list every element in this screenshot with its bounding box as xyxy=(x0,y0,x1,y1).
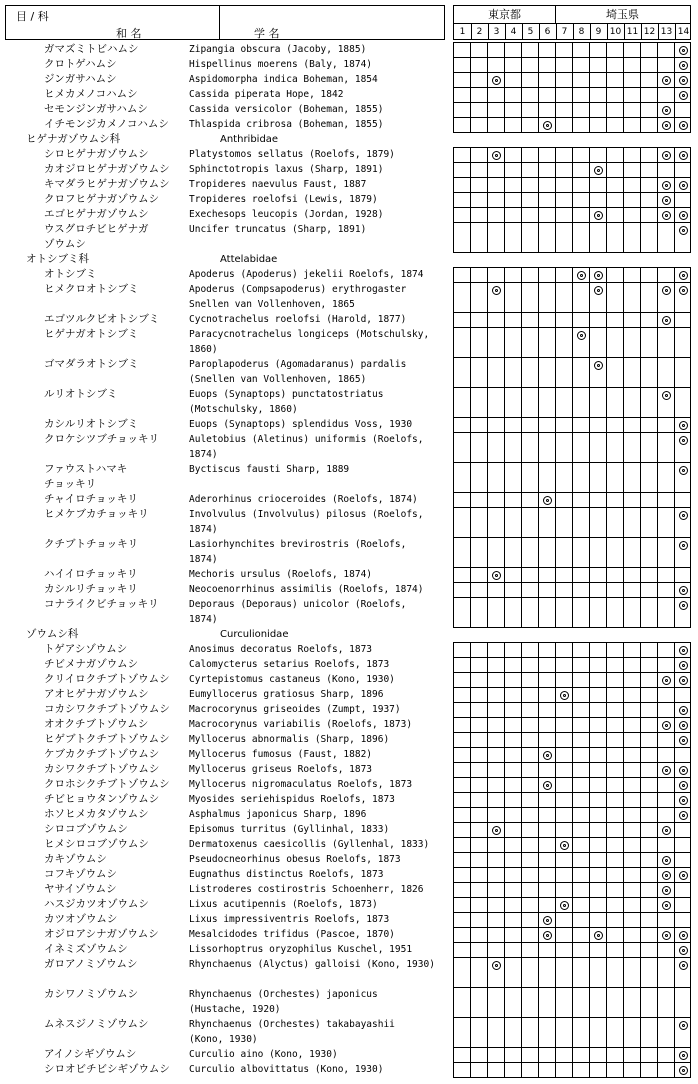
species-name-sci: Anosimus decoratus Roelofs, 1873 xyxy=(189,644,373,655)
species-name-sci-cont: 1874) xyxy=(189,614,218,625)
site-number: 14 xyxy=(677,27,690,37)
species-row xyxy=(0,222,698,252)
grid-cell xyxy=(572,268,589,283)
species-name-ja: ヒメクロオトシブミ xyxy=(44,283,139,295)
species-row xyxy=(0,852,698,867)
grid-cell xyxy=(623,148,640,163)
occurrence-mark-icon xyxy=(679,46,688,55)
species-name-ja-cont: ゾウムシ xyxy=(44,238,86,250)
species-name-sci: Exechesops leucopis (Jordan, 1928) xyxy=(189,209,384,220)
grid-cell xyxy=(487,43,504,58)
species-name-ja: チビヒョウタンゾウムシ xyxy=(44,793,160,805)
species-row xyxy=(0,657,698,672)
species-name-sci: Cassida piperata Hope, 1842 xyxy=(189,89,344,100)
site-number: 3 xyxy=(493,27,500,37)
species-name-sci: Episomus turritus (Gyllinhal, 1833) xyxy=(189,824,390,835)
species-name-ja: カツオゾウムシ xyxy=(44,913,118,925)
species-row xyxy=(0,777,698,792)
grid-cell xyxy=(470,43,487,58)
species-name-sci: Involvulus (Involvulus) pilosus (Roelofs, xyxy=(189,509,424,520)
species-name-ja: コカシワクチブトゾウムシ xyxy=(44,703,170,715)
scientific-name-label: 学 名 xyxy=(254,27,280,40)
species-row xyxy=(0,957,698,987)
species-name-ja-cont: チョッキリ xyxy=(44,478,97,490)
column-divider xyxy=(573,24,574,40)
species-name-ja: チャイロチョッキリ xyxy=(44,493,138,505)
species-name-sci: Aderorhinus crioceroides (Roelofs, 1874) xyxy=(189,494,418,505)
species-name-ja: ルリオトシブミ xyxy=(44,388,118,400)
species-name-ja: コフキゾウムシ xyxy=(44,868,117,880)
species-row xyxy=(0,87,698,102)
species-name-sci: Myllocerus nigromaculatus Roelofs, 1873 xyxy=(189,779,413,790)
species-row xyxy=(0,102,698,117)
species-name-ja: ヒゲブトクチブトゾウムシ xyxy=(44,733,170,745)
japanese-name-label: 和 名 xyxy=(116,27,142,40)
species-name-sci: Auletobius (Aletinus) uniformis (Roelofs, xyxy=(189,434,424,445)
grid-cell xyxy=(538,643,555,658)
species-name-sci: Apoderus (Apoderus) jekelii Roelofs, 1874 xyxy=(189,269,424,280)
grid-cell xyxy=(470,643,487,658)
species-row xyxy=(0,687,698,702)
order-family-label: 目 / 科 xyxy=(16,10,49,23)
family-name-sci: Attelabidae xyxy=(220,254,278,265)
species-name-ja: エゴツルクビオトシブミ xyxy=(44,313,160,325)
grid-cell xyxy=(555,268,572,283)
grid-cell xyxy=(674,268,691,283)
species-name-sci: Tropideres naevulus Faust, 1887 xyxy=(189,179,367,190)
species-name-sci: Curculio aino (Kono, 1930) xyxy=(189,1049,338,1060)
species-name-sci: Eumyllocerus gratiosus Sharp, 1896 xyxy=(189,689,384,700)
species-row xyxy=(0,867,698,882)
column-divider xyxy=(590,24,591,40)
species-row xyxy=(0,1062,698,1077)
species-row xyxy=(0,912,698,927)
occurrence-mark-icon xyxy=(679,271,688,280)
species-row xyxy=(0,582,698,597)
species-name-sci: Platystomos sellatus (Roelofs, 1879) xyxy=(189,149,395,160)
site-number: 2 xyxy=(476,27,483,37)
species-name-sci-cont: (Kono, 1930) xyxy=(189,1034,258,1045)
species-name-sci: Cassida versicolor (Boheman, 1855) xyxy=(189,104,384,115)
grid-cell xyxy=(674,643,691,658)
species-name-ja: ヒゲナガオトシブミ xyxy=(44,328,139,340)
species-row xyxy=(0,897,698,912)
species-name-ja: ケブカクチブトゾウムシ xyxy=(44,748,160,760)
species-row xyxy=(0,747,698,762)
grid-cell xyxy=(589,643,606,658)
species-name-ja: ガロアノミゾウムシ xyxy=(44,958,138,970)
species-name-sci: Curculio albovittatus (Kono, 1930) xyxy=(189,1064,384,1075)
grid-cell xyxy=(674,148,691,163)
grid-cell xyxy=(555,148,572,163)
species-name-sci: Myosides seriehispidus Roelofs, 1873 xyxy=(189,794,395,805)
grid-cell xyxy=(623,43,640,58)
species-row xyxy=(0,807,698,822)
grid-cell xyxy=(504,268,521,283)
species-name-sci: Myllocerus abnormalis (Sharp, 1896) xyxy=(189,734,390,745)
species-row xyxy=(0,177,698,192)
species-name-sci: Lixus impressiventris Roelofs, 1873 xyxy=(189,914,390,925)
species-name-ja: カキゾウムシ xyxy=(44,853,107,865)
species-row xyxy=(0,357,698,387)
family-row xyxy=(0,627,698,642)
species-row xyxy=(0,567,698,582)
species-name-sci: Rhynchaenus (Orchestes) takabayashii xyxy=(189,1019,395,1030)
species-row xyxy=(0,417,698,432)
grid-cell xyxy=(657,148,674,163)
grid-cell xyxy=(453,268,470,283)
family-row xyxy=(0,132,698,147)
species-row xyxy=(0,162,698,177)
grid-cell xyxy=(606,148,623,163)
grid-cell xyxy=(470,268,487,283)
species-name-sci: Macrocorynus griseoides (Zumpt, 1937) xyxy=(189,704,401,715)
species-name-sci: Myllocerus fumosus (Faust, 1882) xyxy=(189,749,373,760)
grid-cell xyxy=(572,43,589,58)
species-row xyxy=(0,507,698,537)
site-number: 13 xyxy=(660,27,673,37)
species-name-sci: Deporaus (Deporaus) unicolor (Roelofs, xyxy=(189,599,407,610)
species-name-sci-cont: 1860) xyxy=(189,344,218,355)
grid-cell xyxy=(504,43,521,58)
species-row xyxy=(0,732,698,747)
species-name-sci-cont: 1874) xyxy=(189,449,218,460)
species-name-ja: ヤサイゾウムシ xyxy=(44,883,117,895)
family-name-ja: ヒゲナガゾウムシ科 xyxy=(26,133,121,145)
species-name-ja: ヒメカメノコハムシ xyxy=(44,88,138,100)
species-row xyxy=(0,717,698,732)
prefecture-tokyo: 東京都 xyxy=(488,8,521,21)
grid-cell xyxy=(521,268,538,283)
species-row xyxy=(0,837,698,852)
grid-cell xyxy=(623,268,640,283)
species-name-sci: Uncifer truncatus (Sharp, 1891) xyxy=(189,224,367,235)
species-row xyxy=(0,387,698,417)
site-number-row xyxy=(454,23,690,40)
grid-cell xyxy=(589,43,606,58)
species-name-sci: Asphalmus japonicus Sharp, 1896 xyxy=(189,809,367,820)
species-name-ja: カシルリチョッキリ xyxy=(44,583,138,595)
species-row xyxy=(0,822,698,837)
species-name-ja: クリイロクチブトゾウムシ xyxy=(44,673,170,685)
species-row xyxy=(0,72,698,87)
grid-cell xyxy=(606,43,623,58)
species-name-sci: Pseudocneorhinus obesus Roelofs, 1873 xyxy=(189,854,401,865)
grid-cell xyxy=(640,43,657,58)
table-header-names xyxy=(5,5,445,40)
species-name-ja: チビメナガゾウムシ xyxy=(44,658,139,670)
site-number: 4 xyxy=(510,27,517,37)
grid-cell xyxy=(453,43,470,58)
species-name-ja: アオヒゲナガゾウムシ xyxy=(44,688,149,700)
species-name-sci: Sphinctotropis laxus (Sharp, 1891) xyxy=(189,164,384,175)
family-name-ja: オトシブミ科 xyxy=(26,253,89,265)
species-name-sci: Listroderes costirostris Schoenherr, 1826 xyxy=(189,884,424,895)
grid-cell xyxy=(521,43,538,58)
species-name-sci: Dermatoxenus caesicollis (Gyllenhal, 1833) xyxy=(189,839,430,850)
species-name-ja: エゴヒゲナガゾウムシ xyxy=(44,208,149,220)
species-name-sci: Cycnotrachelus roelofsi (Harold, 1877) xyxy=(189,314,407,325)
species-name-sci: Zipangia obscura (Jacoby, 1885) xyxy=(189,44,367,55)
site-number: 8 xyxy=(578,27,585,37)
species-name-ja: オトシブミ xyxy=(44,268,97,280)
species-name-ja: クロフヒゲナガゾウムシ xyxy=(44,193,160,205)
column-divider xyxy=(556,24,557,40)
occurrence-mark-icon xyxy=(492,151,501,160)
family-name-ja: ゾウムシ科 xyxy=(26,628,79,640)
species-name-sci-cont: 1874) xyxy=(189,524,218,535)
species-name-ja: クロトゲハムシ xyxy=(44,58,117,70)
species-name-ja: ジンガサハムシ xyxy=(44,73,117,85)
site-number: 5 xyxy=(527,27,534,37)
species-row xyxy=(0,702,698,717)
species-row xyxy=(0,207,698,222)
grid-cell xyxy=(640,643,657,658)
species-row xyxy=(0,462,698,492)
species-name-ja: ファウストハマキ xyxy=(44,463,128,475)
header-divider xyxy=(219,6,220,39)
grid-cell xyxy=(521,643,538,658)
species-row xyxy=(0,282,698,312)
species-row xyxy=(0,942,698,957)
grid-cell xyxy=(640,148,657,163)
species-row xyxy=(0,537,698,567)
species-name-ja: シロオビチビシギゾウムシ xyxy=(44,1063,170,1075)
species-name-sci: Lasiorhynchites brevirostris (Roelofs, xyxy=(189,539,407,550)
column-divider xyxy=(522,24,523,40)
species-row xyxy=(0,672,698,687)
site-number: 11 xyxy=(626,27,639,37)
grid-cell xyxy=(572,148,589,163)
column-divider xyxy=(624,24,625,40)
grid-cell xyxy=(674,43,691,58)
grid-cell xyxy=(589,268,606,283)
grid-cell xyxy=(623,643,640,658)
species-row xyxy=(0,192,698,207)
grid-cell xyxy=(470,148,487,163)
species-row xyxy=(0,1017,698,1047)
species-name-ja: オジロアシナガゾウムシ xyxy=(44,928,159,940)
species-name-ja: シロヒゲナガゾウムシ xyxy=(44,148,149,160)
species-row xyxy=(0,432,698,462)
species-name-ja: クチブトチョッキリ xyxy=(44,538,139,550)
grid-cell xyxy=(487,268,504,283)
species-name-sci: Byctiscus fausti Sharp, 1889 xyxy=(189,464,350,475)
column-divider xyxy=(675,24,676,40)
grid-cell xyxy=(453,643,470,658)
grid-cell xyxy=(640,268,657,283)
site-number: 10 xyxy=(609,27,622,37)
species-row xyxy=(0,57,698,72)
species-name-sci: Aspidomorpha indica Boheman, 1854 xyxy=(189,74,378,85)
species-name-ja: ハイイロチョッキリ xyxy=(44,568,138,580)
site-number: 9 xyxy=(595,27,602,37)
species-name-sci-cont: (Snellen van Vollenhoven, 1865) xyxy=(189,374,367,385)
grid-cell xyxy=(487,148,504,163)
site-number: 12 xyxy=(643,27,656,37)
species-name-ja: トゲアシゾウムシ xyxy=(44,643,128,655)
species-name-sci: Paroplapoderus (Agomadaranus) pardalis xyxy=(189,359,407,370)
species-name-sci: Macrocorynus variabilis (Roelofs, 1873) xyxy=(189,719,413,730)
species-name-sci: Eugnathus distinctus Roelofs, 1873 xyxy=(189,869,384,880)
species-row xyxy=(0,792,698,807)
species-name-sci: Euops (Synaptops) punctatostriatus xyxy=(189,389,384,400)
prefecture-saitama: 埼玉県 xyxy=(606,8,639,21)
species-name-ja: コナライクビチョッキリ xyxy=(44,598,159,610)
column-divider xyxy=(658,24,659,40)
species-row xyxy=(0,492,698,507)
species-name-sci-cont: (Motschulsky, 1860) xyxy=(189,404,298,415)
species-name-sci: Thlaspida cribrosa (Boheman, 1855) xyxy=(189,119,384,130)
family-name-sci: Curculionidae xyxy=(220,629,289,640)
species-name-ja: ヒメシロコブゾウムシ xyxy=(44,838,149,850)
species-name-sci: Hispellinus moerens (Baly, 1874) xyxy=(189,59,373,70)
grid-cell xyxy=(657,643,674,658)
site-number: 1 xyxy=(459,27,466,37)
species-name-sci: Myllocerus griseus Roelofs, 1873 xyxy=(189,764,373,775)
species-name-ja: カオジロヒゲナガゾウムシ xyxy=(44,163,170,175)
species-name-ja: オオクチブトゾウムシ xyxy=(44,718,149,730)
site-number: 6 xyxy=(544,27,551,37)
species-name-sci: Rhynchaenus (Alyctus) galloisi (Kono, 1930) xyxy=(189,959,435,970)
grid-cell xyxy=(487,643,504,658)
grid-cell xyxy=(521,148,538,163)
species-name-ja: ヒメケブカチョッキリ xyxy=(44,508,149,520)
species-row xyxy=(0,327,698,357)
column-divider xyxy=(505,24,506,40)
species-name-ja: キマダラヒゲナガゾウムシ xyxy=(44,178,170,190)
species-row xyxy=(0,597,698,627)
species-row xyxy=(0,312,698,327)
grid-cell xyxy=(606,643,623,658)
column-divider xyxy=(641,24,642,40)
species-name-sci: Mechoris ursulus (Roelofs, 1874) xyxy=(189,569,373,580)
column-divider xyxy=(471,24,472,40)
species-name-ja: クロホシクチブトゾウムシ xyxy=(44,778,170,790)
species-name-sci: Euops (Synaptops) splendidus Voss, 1930 xyxy=(189,419,413,430)
species-row xyxy=(0,1047,698,1062)
occurrence-mark-icon xyxy=(679,646,688,655)
family-name-sci: Anthribidae xyxy=(220,134,279,145)
grid-cell xyxy=(538,148,555,163)
grid-cell xyxy=(504,643,521,658)
species-name-ja: ホソヒメカタゾウムシ xyxy=(44,808,149,820)
species-name-sci-cont: 1874) xyxy=(189,554,218,565)
occurrence-mark-icon xyxy=(577,271,586,280)
species-name-ja: カシワクチブトゾウムシ xyxy=(44,763,160,775)
species-name-sci: Paracycnotrachelus longiceps (Motschulsky, xyxy=(189,329,430,340)
grid-cell xyxy=(572,643,589,658)
species-name-sci: Tropideres roelofsi (Lewis, 1879) xyxy=(189,194,378,205)
species-row xyxy=(0,762,698,777)
species-name-ja: ウスグロチビヒゲナガ xyxy=(44,223,149,235)
species-name-ja: カシワノミゾウムシ xyxy=(44,988,139,1000)
species-name-ja: クロケシツブチョッキリ xyxy=(44,433,159,445)
species-name-sci: Rhynchaenus (Orchestes) japonicus xyxy=(189,989,378,1000)
grid-cell xyxy=(657,43,674,58)
species-name-sci: Lixus acutipennis (Roelofs, 1873) xyxy=(189,899,378,910)
species-name-ja: ガマズミトビハムシ xyxy=(44,43,139,55)
species-name-ja: イチモンジカメノコハムシ xyxy=(44,118,169,130)
species-name-sci: Neocoenorrhinus assimilis (Roelofs, 1874) xyxy=(189,584,424,595)
family-row xyxy=(0,252,698,267)
species-name-sci-cont: Snellen van Vollenhoven, 1865 xyxy=(189,299,355,310)
species-name-ja: シロコブゾウムシ xyxy=(44,823,128,835)
species-name-sci: Calomycterus setarius Roelofs, 1873 xyxy=(189,659,390,670)
occurrence-mark-icon xyxy=(594,271,603,280)
column-divider xyxy=(488,24,489,40)
column-divider xyxy=(539,24,540,40)
grid-cell xyxy=(504,148,521,163)
species-row xyxy=(0,117,698,132)
grid-cell xyxy=(538,268,555,283)
species-name-sci-cont: (Hustache, 1920) xyxy=(189,1004,281,1015)
grid-cell xyxy=(555,43,572,58)
grid-cell xyxy=(453,148,470,163)
species-name-sci: Mesalcidodes trifidus (Pascoe, 1870) xyxy=(189,929,395,940)
species-name-sci: Apoderus (Compsapoderus) erythrogaster xyxy=(189,284,407,295)
table-header-sites xyxy=(453,5,691,40)
site-number: 7 xyxy=(561,27,568,37)
species-name-ja: ゴマダラオトシブミ xyxy=(44,358,139,370)
column-divider xyxy=(607,24,608,40)
grid-cell xyxy=(589,148,606,163)
occurrence-mark-icon xyxy=(679,151,688,160)
species-row xyxy=(0,882,698,897)
species-name-ja: カシルリオトシブミ xyxy=(44,418,139,430)
species-name-ja: セモンジンガサハムシ xyxy=(44,103,148,115)
occurrence-mark-icon xyxy=(662,151,671,160)
species-name-sci: Cyrtepistomus castaneus (Kono, 1930) xyxy=(189,674,395,685)
grid-cell xyxy=(555,643,572,658)
species-name-sci: Lissorhoptrus oryzophilus Kuschel, 1951 xyxy=(189,944,413,955)
species-name-ja: ムネスジノミゾウムシ xyxy=(44,1018,149,1030)
species-name-ja: イネミズゾウムシ xyxy=(44,943,128,955)
grid-cell xyxy=(606,268,623,283)
grid-cell xyxy=(538,43,555,58)
species-row xyxy=(0,987,698,1017)
species-name-ja: ハスジカツオゾウムシ xyxy=(44,898,149,910)
species-row xyxy=(0,927,698,942)
grid-cell xyxy=(657,268,674,283)
species-name-ja: アイノシギゾウムシ xyxy=(44,1048,137,1060)
